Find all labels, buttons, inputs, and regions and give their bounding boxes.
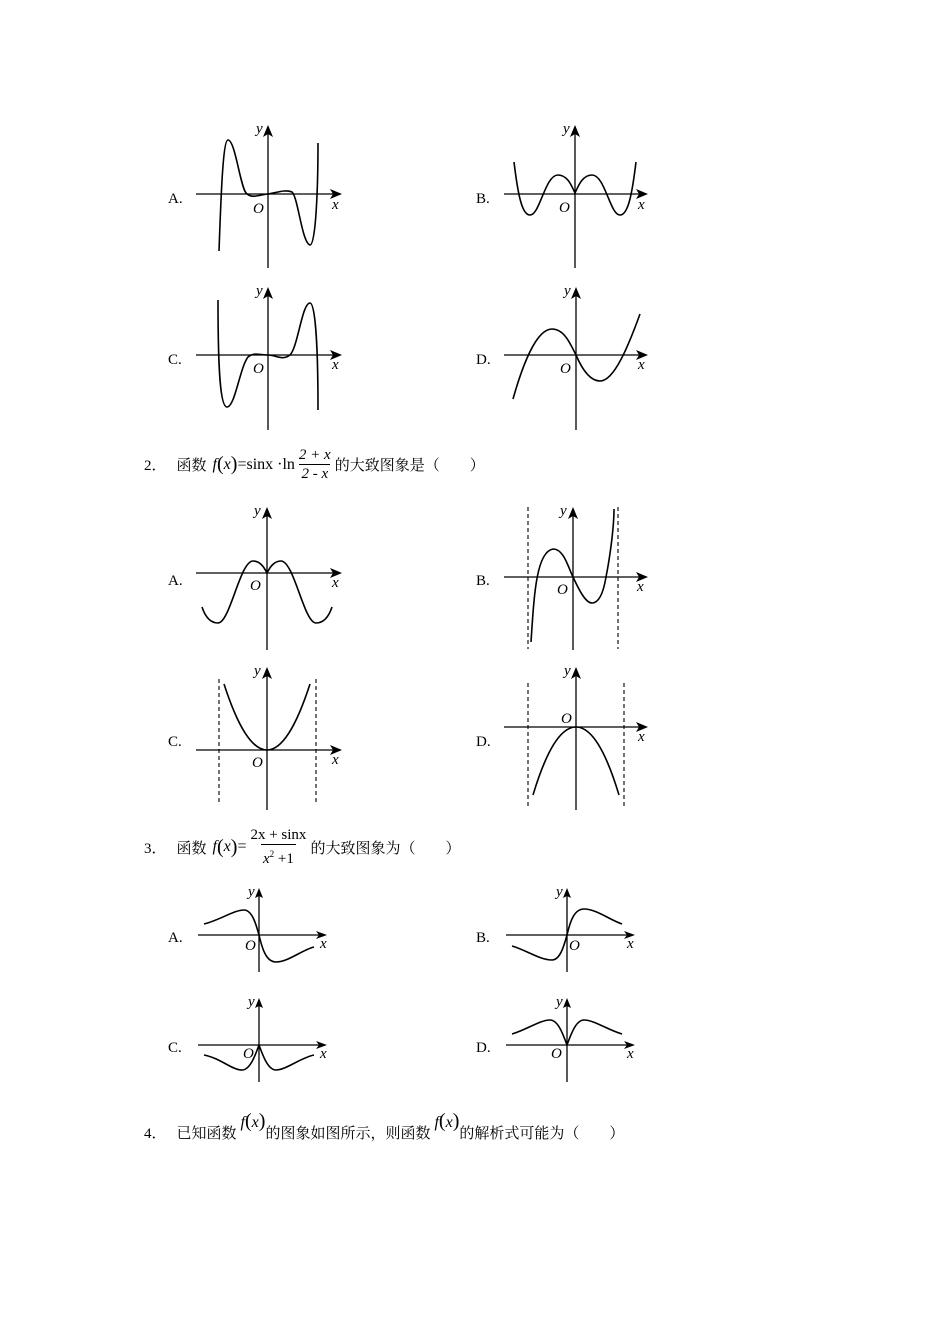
origin-label: O — [561, 711, 572, 727]
x-axis-label: x — [332, 197, 339, 213]
question-prefix: 函数 — [176, 838, 207, 857]
option-label-3d: D. — [476, 1040, 491, 1056]
origin-label: O — [252, 755, 263, 771]
x-axis-label: x — [320, 1046, 327, 1062]
log-fraction: $\frac{2 + x}{2 - x}$ — [298, 447, 331, 482]
x-axis-label: x — [627, 1046, 634, 1062]
y-axis-label: y — [560, 503, 567, 519]
graph-2a — [190, 497, 360, 657]
origin-label: O — [245, 938, 256, 954]
graph-3a — [190, 880, 340, 975]
option-label-2c: C. — [168, 734, 182, 750]
y-axis-label: y — [564, 283, 571, 299]
origin-label: O — [250, 578, 261, 594]
graph-2c — [190, 657, 360, 817]
origin-label: O — [557, 582, 568, 598]
graph-3c — [190, 990, 340, 1085]
x-axis-label: x — [332, 575, 339, 591]
y-axis-label: y — [563, 121, 570, 137]
y-axis-label: y — [564, 663, 571, 679]
question-2: 2． 函数 f ( x ) =sinx ·ln $\frac{2 + x}{2 - x}$ 的大致图象是（ ） — [144, 447, 485, 482]
graph-1a — [190, 115, 360, 275]
origin-label: O — [253, 361, 264, 377]
option-label-1c: C. — [168, 352, 182, 368]
question-3: 3． 函数 f ( x ) = $\frac{2x + \sin x}{x^2 +1}$ 的大致图象为（ ） — [144, 827, 461, 867]
option-label-3c: C. — [168, 1040, 182, 1056]
question-prefix: 函数 — [176, 456, 207, 474]
origin-label: O — [560, 361, 571, 377]
x-axis-label: x — [332, 752, 339, 768]
graph-1d — [500, 277, 670, 437]
function-name: f — [212, 455, 217, 473]
question-number: 4． — [144, 1126, 167, 1142]
question-text-part2: 的图象如图所示，则函数 — [265, 1124, 431, 1142]
graph-3d — [500, 990, 650, 1085]
option-label-2d: D. — [476, 734, 491, 750]
y-axis-label: y — [556, 884, 563, 900]
y-axis-label: y — [248, 884, 255, 900]
x-axis-label: x — [332, 357, 339, 373]
x-axis-label: x — [638, 357, 645, 373]
x-axis-label: x — [638, 197, 645, 213]
graph-3b — [500, 880, 650, 975]
option-label-2a: A. — [168, 573, 183, 589]
question-number: 3． — [144, 840, 167, 857]
function-name: f — [434, 1114, 439, 1131]
y-axis-label: y — [254, 503, 261, 519]
option-label-1a: A. — [168, 191, 183, 207]
equals-sign: = — [237, 838, 247, 855]
option-label-3a: A. — [168, 930, 183, 946]
y-axis-label: y — [256, 121, 263, 137]
function-expression: =sinx ·ln — [237, 455, 295, 473]
question-4: 4． 已知函数 f(x) 的图象如图所示，则函数 f(x) 的解析式可能为（ ） — [144, 1110, 625, 1142]
function-arg: x — [223, 838, 231, 855]
graph-2b — [500, 497, 670, 657]
y-axis-label: y — [256, 283, 263, 299]
x-axis-label: x — [637, 579, 644, 595]
y-axis-label: y — [254, 663, 261, 679]
graph-2d — [500, 657, 670, 817]
origin-label: O — [243, 1046, 254, 1062]
option-label-1b: B. — [476, 191, 490, 207]
graph-1b — [500, 115, 670, 275]
origin-label: O — [551, 1046, 562, 1062]
y-axis-label: y — [248, 994, 255, 1010]
origin-label: O — [569, 938, 580, 954]
question-suffix: 的大致图象为（ ） — [310, 838, 461, 857]
function-name: f — [212, 838, 217, 855]
x-axis-label: x — [320, 936, 327, 952]
option-label-3b: B. — [476, 930, 490, 946]
origin-label: O — [559, 200, 570, 216]
graph-1c — [190, 277, 360, 437]
origin-label: O — [253, 201, 264, 217]
y-axis-label: y — [556, 994, 563, 1010]
function-fraction: $\frac{2x + \sin x}{x^2 +1}$ — [250, 827, 307, 867]
question-text-part1: 已知函数 — [176, 1124, 237, 1142]
question-text-part3: 的解析式可能为（ ） — [459, 1124, 625, 1142]
function-arg: x — [223, 455, 231, 473]
function-name: f — [240, 1114, 245, 1131]
option-label-2b: B. — [476, 573, 490, 589]
x-axis-label: x — [638, 729, 645, 745]
x-axis-label: x — [627, 936, 634, 952]
question-suffix: 的大致图象是（ ） — [334, 456, 485, 474]
option-label-1d: D. — [476, 352, 491, 368]
question-number: 2． — [144, 458, 167, 474]
